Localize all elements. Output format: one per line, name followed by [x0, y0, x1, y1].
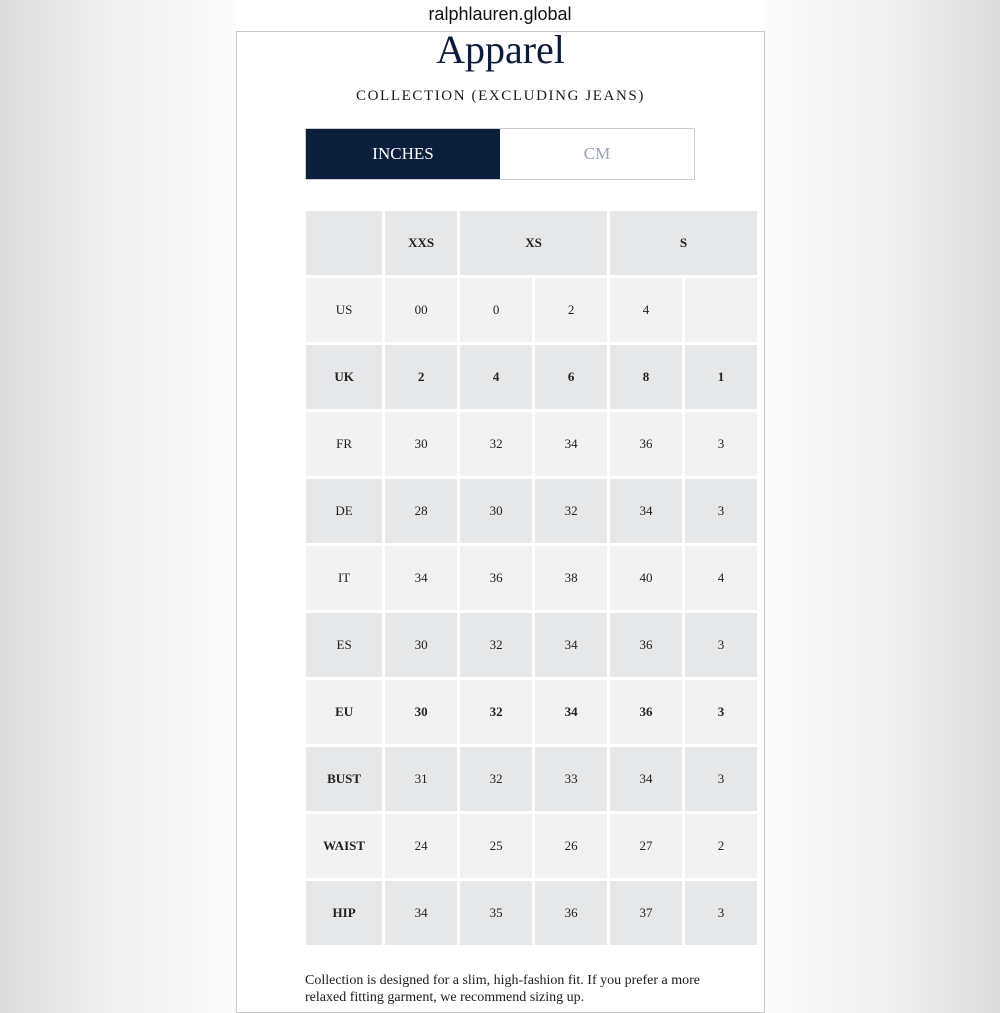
- table-cell: 34: [385, 881, 457, 945]
- table-cell: 32: [535, 479, 607, 543]
- cm-tab[interactable]: CM: [500, 129, 694, 179]
- table-cell: 4: [685, 546, 757, 610]
- table-row-it: [306, 546, 757, 610]
- size-guide-panel: [236, 27, 765, 1013]
- table-cell: 40: [610, 546, 682, 610]
- table-cell: 1: [685, 345, 757, 409]
- table-cell: 28: [385, 479, 457, 543]
- table-row-hip: [306, 881, 757, 945]
- table-cell: 34: [610, 747, 682, 811]
- table-cell: 30: [460, 479, 532, 543]
- table-cell: 26: [535, 814, 607, 878]
- table-cell: 0: [460, 278, 532, 342]
- table-cell: 38: [535, 546, 607, 610]
- table-cell: 31: [385, 747, 457, 811]
- row-label: IT: [306, 546, 382, 610]
- table-cell: 24: [385, 814, 457, 878]
- page-title: Apparel: [436, 27, 565, 72]
- row-label: BUST: [306, 747, 382, 811]
- table-cell: 34: [385, 546, 457, 610]
- row-label: HIP: [306, 881, 382, 945]
- table-cell: 27: [610, 814, 682, 878]
- table-cell: [685, 278, 757, 342]
- table-cell: 25: [460, 814, 532, 878]
- table-cell: 3: [685, 881, 757, 945]
- row-label: UK: [306, 345, 382, 409]
- size-table-scroll[interactable]: [306, 211, 725, 951]
- header-size-xs: XS: [460, 211, 607, 275]
- table-row-waist: [306, 814, 757, 878]
- table-cell: 34: [535, 680, 607, 744]
- header-size-s: S: [610, 211, 757, 275]
- table-cell: 32: [460, 613, 532, 677]
- table-cell: 33: [535, 747, 607, 811]
- table-cell: 32: [460, 412, 532, 476]
- table-cell: 34: [535, 613, 607, 677]
- table-cell: 36: [610, 680, 682, 744]
- row-label: EU: [306, 680, 382, 744]
- table-cell: 6: [535, 345, 607, 409]
- row-label: WAIST: [306, 814, 382, 878]
- table-cell: 8: [610, 345, 682, 409]
- table-cell: 34: [610, 479, 682, 543]
- table-cell: 37: [610, 881, 682, 945]
- header-size-xxs: XXS: [385, 211, 457, 275]
- table-cell: 3: [685, 479, 757, 543]
- row-label: US: [306, 278, 382, 342]
- table-cell: 4: [460, 345, 532, 409]
- unit-toggle: [305, 128, 695, 180]
- row-label: FR: [306, 412, 382, 476]
- table-cell: 36: [460, 546, 532, 610]
- domain-text: ralphlauren.global: [428, 4, 572, 24]
- table-cell: 30: [385, 613, 457, 677]
- size-header-row: [306, 211, 757, 275]
- table-cell: 2: [385, 345, 457, 409]
- table-cell: 36: [610, 613, 682, 677]
- table-row-us: [306, 278, 757, 342]
- table-cell: 00: [385, 278, 457, 342]
- fit-note: Collection is designed for a slim, high-fashion fit. If you prefer a more relaxed fitting garment, we recommend sizing up.: [305, 973, 701, 1005]
- table-row-es: [306, 613, 757, 677]
- table-row-eu: [306, 680, 757, 744]
- table-cell: 2: [535, 278, 607, 342]
- table-cell: 30: [385, 412, 457, 476]
- inches-tab[interactable]: INCHES: [306, 129, 500, 179]
- table-cell: 3: [685, 613, 757, 677]
- table-cell: 3: [685, 747, 757, 811]
- table-cell: 3: [685, 680, 757, 744]
- table-cell: 36: [535, 881, 607, 945]
- row-label: DE: [306, 479, 382, 543]
- table-row-de: [306, 479, 757, 543]
- page-subtitle: COLLECTION (EXCLUDING JEANS): [356, 88, 645, 104]
- table-cell: 32: [460, 747, 532, 811]
- table-cell: 32: [460, 680, 532, 744]
- table-cell: 2: [685, 814, 757, 878]
- header-corner-cell: [306, 211, 382, 275]
- table-cell: 34: [535, 412, 607, 476]
- table-cell: 36: [610, 412, 682, 476]
- table-cell: 3: [685, 412, 757, 476]
- table-row-fr: [306, 412, 757, 476]
- table-row-bust: [306, 747, 757, 811]
- table-cell: 4: [610, 278, 682, 342]
- table-row-uk: [306, 345, 757, 409]
- row-label: ES: [306, 613, 382, 677]
- table-cell: 35: [460, 881, 532, 945]
- table-cell: 30: [385, 680, 457, 744]
- size-table: [303, 208, 760, 948]
